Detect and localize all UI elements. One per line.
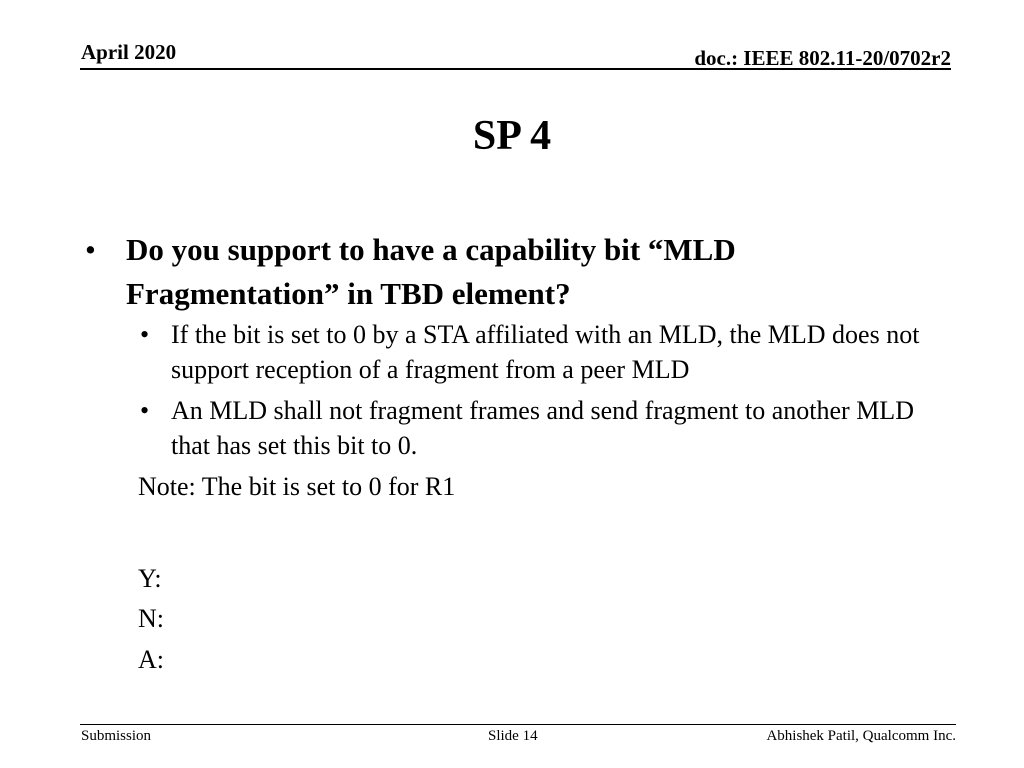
header-divider: [80, 68, 951, 70]
footer-slide-number: Slide 14: [488, 728, 538, 744]
vote-yes-label: Y:: [138, 564, 162, 593]
sub-bullet-text: An MLD shall not fragment frames and send fragment to another MLD that has set this bit to 0.: [171, 396, 914, 460]
main-bullet-text: Do you support to have a capability bit “MLD Fragmentation” in TBD element?: [126, 232, 736, 311]
footer-divider: [80, 724, 956, 725]
slide-title: SP 4: [472, 113, 552, 159]
footer-author: Abhishek Patil, Qualcomm Inc.: [766, 728, 956, 744]
bullet-dot-icon: •: [85, 232, 96, 267]
header-date: April 2020: [81, 40, 177, 64]
vote-no-label: N:: [138, 604, 164, 633]
vote-abstain-label: A:: [138, 645, 164, 674]
note-text: Note: The bit is set to 0 for R1: [138, 472, 456, 501]
footer-submission: Submission: [81, 728, 152, 744]
bullet-dot-icon: •: [140, 396, 150, 425]
sub-bullet-text: If the bit is set to 0 by a STA affiliated with an MLD, the MLD does not support reception of a fragment from a peer MLD: [171, 320, 920, 384]
bullet-dot-icon: •: [140, 320, 150, 349]
header-doc-id: doc.: IEEE 802.11-20/0702r2: [694, 46, 951, 70]
